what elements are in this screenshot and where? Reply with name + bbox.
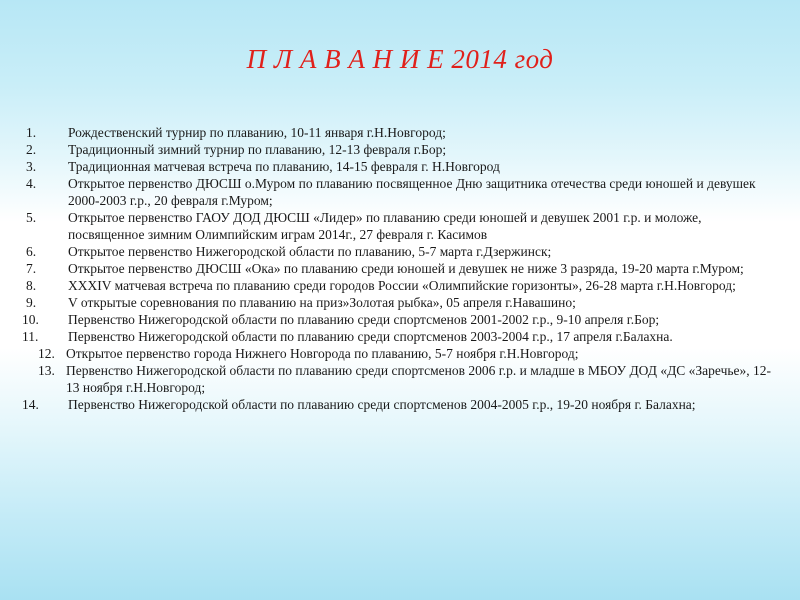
list-item	[0, 277, 800, 294]
item-number: 2.	[26, 142, 37, 157]
item-text: Традиционный зимний турнир по плаванию, 12-13 февраля г.Бор;	[68, 142, 447, 157]
item-text: Открытое первенство ГАОУ ДОД ДЮСШ «Лидер» по плаванию среди юношей и девушек 2001 г.р. и моложе, посвященное зимним Олимпийским играм 2014г., 27 февраля г. Касимов	[68, 210, 702, 242]
item-number: 14.	[22, 397, 39, 412]
item-number: 6.	[26, 244, 37, 259]
slide-title: П Л А В А Н И Е 2014 год	[246, 44, 554, 74]
list-item	[0, 124, 800, 141]
item-text: Открытое первенство Нижегородской области по плаванию, 5-7 марта г.Дзержинск;	[68, 244, 552, 259]
item-number: 11.	[22, 329, 39, 344]
list-item	[0, 260, 800, 277]
item-text: Первенство Нижегородской области по плаванию среди спортсменов 2004-2005 г.р., 19-20 ноября г. Балахна;	[68, 397, 696, 412]
list-item	[0, 243, 800, 260]
item-number: 7.	[26, 261, 37, 276]
list-item	[0, 294, 800, 311]
item-number: 5.	[26, 210, 37, 225]
item-number: 10.	[22, 312, 39, 327]
item-number: 3.	[26, 159, 37, 174]
list-item	[0, 362, 800, 396]
list-item	[0, 328, 800, 345]
item-text: Первенство Нижегородской области по плаванию среди спортсменов 2001-2002 г.р., 9-10 апреля г.Бор;	[68, 312, 660, 327]
item-text: Первенство Нижегородской области по плаванию среди спортсменов 2006 г.р. и младше в МБОУ ДОД «ДС «Заречье», 12-13 ноября г.Н.Новгород;	[66, 363, 771, 395]
list-item	[0, 158, 800, 175]
item-number: 8.	[26, 278, 37, 293]
item-number: 1.	[26, 125, 37, 140]
item-text: Рождественский турнир по плаванию, 10-11 января г.Н.Новгород;	[68, 125, 446, 140]
list-item	[0, 175, 800, 209]
list-item	[0, 141, 800, 158]
list-item	[0, 209, 800, 243]
item-number: 9.	[26, 295, 37, 310]
item-text: Традиционная матчевая встреча по плаванию, 14-15 февраля г. Н.Новгород	[68, 159, 500, 174]
list-item	[0, 345, 800, 362]
item-number: 4.	[26, 176, 37, 191]
item-text: Открытое первенство города Нижнего Новгорода по плаванию, 5-7 ноября г.Н.Новгород;	[66, 346, 579, 361]
item-text: XXXIV матчевая встреча по плаванию среди городов России «Олимпийские горизонты», 26-28 марта г.Н.Новгород;	[68, 278, 736, 293]
event-list	[0, 124, 800, 413]
item-text: Первенство Нижегородской области по плаванию среди спортсменов 2003-2004 г.р., 17 апреля г.Балахна.	[68, 329, 673, 344]
item-text: V открытые соревнования по плаванию на приз»Золотая рыбка», 05 апреля г.Навашино;	[68, 295, 576, 310]
list-item	[0, 311, 800, 328]
item-number: 13.	[38, 363, 55, 378]
item-text: Открытое первенство ДЮСШ о.Муром по плаванию посвященное Дню защитника отечества среди юношей и девушек 2000-2003 г.р., 20 февраля г.Муром;	[68, 176, 756, 208]
item-text: Открытое первенство ДЮСШ «Ока» по плаванию среди юношей и девушек не ниже 3 разряда, 19-20 марта г.Муром;	[68, 261, 744, 276]
list-item	[0, 396, 800, 413]
item-number: 12.	[38, 346, 55, 361]
